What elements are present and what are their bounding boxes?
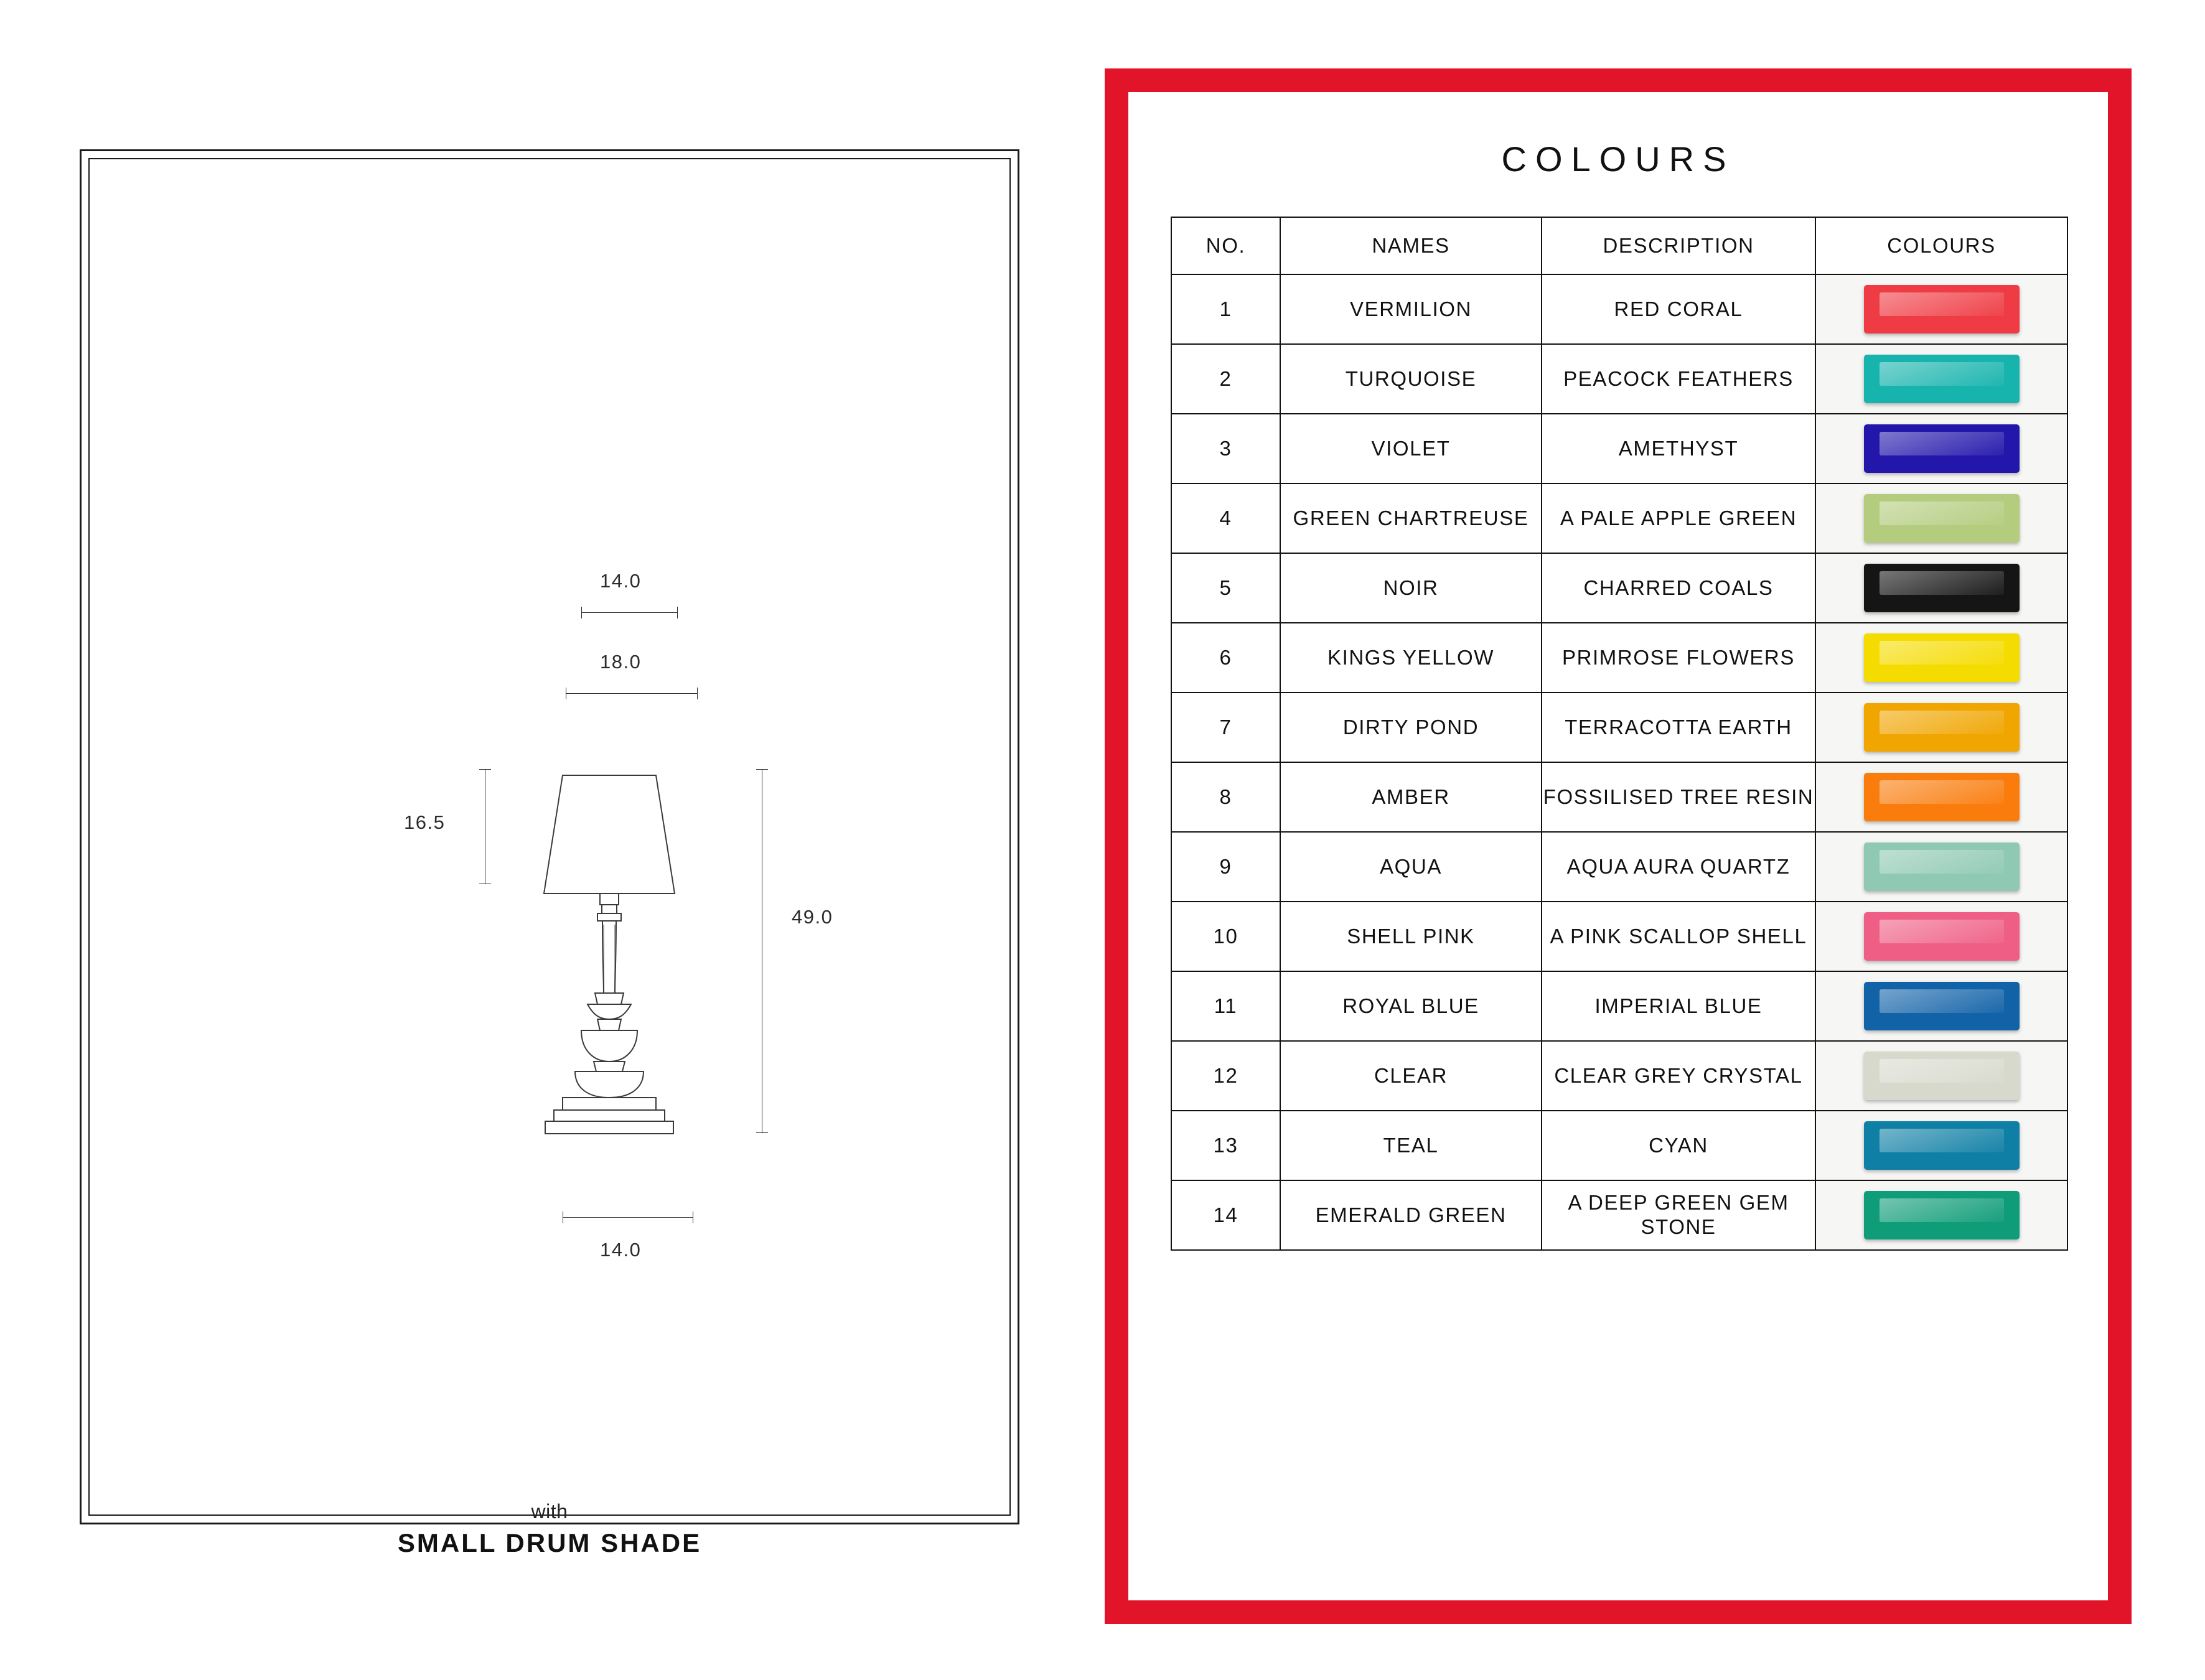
dimension-label-shade-bottom: 18.0 [600, 651, 642, 673]
cell-colour-swatch [1815, 762, 2067, 832]
swatch-wrapper [1816, 833, 2067, 901]
cell-colour-swatch [1815, 902, 2067, 971]
cell-number: 11 [1171, 971, 1280, 1041]
cell-colour-swatch [1815, 483, 2067, 553]
cell-number: 3 [1171, 414, 1280, 483]
cell-colour-name: AMBER [1280, 762, 1542, 832]
table-row [1171, 902, 2067, 971]
table-row [1171, 623, 2067, 693]
dimension-line-base-width [563, 1217, 693, 1218]
cell-number: 6 [1171, 623, 1280, 693]
cell-number: 1 [1171, 274, 1280, 344]
table-row [1171, 344, 2067, 414]
swatch-wrapper [1816, 275, 2067, 343]
table-row [1171, 274, 2067, 344]
table-row [1171, 693, 2067, 762]
cell-description: CHARRED COALS [1542, 553, 1815, 623]
colour-swatch [1864, 633, 2020, 682]
colour-swatch [1864, 564, 2020, 612]
cell-colour-name: TURQUOISE [1280, 344, 1542, 414]
colours-table [1171, 217, 2068, 1251]
colour-swatch [1864, 1121, 2020, 1170]
table-row [1171, 414, 2067, 483]
column-header-description: DESCRIPTION [1542, 217, 1815, 274]
cell-colour-swatch [1815, 1180, 2067, 1250]
cell-colour-name: VERMILION [1280, 274, 1542, 344]
cell-colour-swatch [1815, 832, 2067, 902]
swatch-wrapper [1816, 1111, 2067, 1180]
cell-colour-name: DIRTY POND [1280, 693, 1542, 762]
swatch-wrapper [1816, 484, 2067, 553]
colour-swatch [1864, 285, 2020, 334]
colours-panel-inner [1128, 92, 2108, 1600]
cell-number: 14 [1171, 1180, 1280, 1250]
cell-colour-swatch [1815, 553, 2067, 623]
cell-colour-swatch [1815, 971, 2067, 1041]
technical-drawing-card [80, 149, 1019, 1557]
table-row [1171, 971, 2067, 1041]
cell-colour-name: VIOLET [1280, 414, 1542, 483]
cell-description: AMETHYST [1542, 414, 1815, 483]
cell-colour-name: CLEAR [1280, 1041, 1542, 1111]
colour-swatch [1864, 703, 2020, 752]
dimension-line-shade-bottom [566, 693, 698, 694]
colour-swatch [1864, 494, 2020, 543]
cell-colour-name: SHELL PINK [1280, 902, 1542, 971]
swatch-wrapper [1816, 693, 2067, 762]
cell-number: 7 [1171, 693, 1280, 762]
cell-description: A PINK SCALLOP SHELL [1542, 902, 1815, 971]
cell-number: 5 [1171, 553, 1280, 623]
dimension-label-shade-height: 16.5 [404, 811, 446, 833]
cell-colour-swatch [1815, 693, 2067, 762]
cell-colour-swatch [1815, 414, 2067, 483]
cell-colour-name: GREEN CHARTREUSE [1280, 483, 1542, 553]
cell-colour-swatch [1815, 1041, 2067, 1111]
cell-number: 4 [1171, 483, 1280, 553]
cell-description: IMPERIAL BLUE [1542, 971, 1815, 1041]
cell-number: 2 [1171, 344, 1280, 414]
swatch-wrapper [1816, 414, 2067, 483]
table-row [1171, 832, 2067, 902]
cell-colour-swatch [1815, 623, 2067, 693]
cell-description: PRIMROSE FLOWERS [1542, 623, 1815, 693]
cell-colour-name: EMERALD GREEN [1280, 1180, 1542, 1250]
table-header-row [1171, 217, 2067, 274]
cell-colour-swatch [1815, 1111, 2067, 1180]
caption-with: with [531, 1500, 568, 1523]
cell-description: A PALE APPLE GREEN [1542, 483, 1815, 553]
cell-description: CLEAR GREY CRYSTAL [1542, 1041, 1815, 1111]
cell-description: CYAN [1542, 1111, 1815, 1180]
colours-title: COLOURS [1501, 139, 1735, 179]
colour-swatch [1864, 982, 2020, 1030]
cell-colour-name: KINGS YELLOW [1280, 623, 1542, 693]
table-row [1171, 483, 2067, 553]
cell-colour-swatch [1815, 344, 2067, 414]
colours-panel [1105, 68, 2132, 1624]
swatch-wrapper [1816, 1181, 2067, 1249]
cell-description: TERRACOTTA EARTH [1542, 693, 1815, 762]
cell-description: FOSSILISED TREE RESIN [1542, 762, 1815, 832]
column-header-no: NO. [1171, 217, 1280, 274]
swatch-wrapper [1816, 623, 2067, 692]
cell-number: 9 [1171, 832, 1280, 902]
cell-description: RED CORAL [1542, 274, 1815, 344]
cell-number: 12 [1171, 1041, 1280, 1111]
cell-description: A DEEP GREEN GEM STONE [1542, 1180, 1815, 1250]
swatch-wrapper [1816, 554, 2067, 622]
column-header-colours: COLOURS [1815, 217, 2067, 274]
cell-number: 10 [1171, 902, 1280, 971]
colour-swatch [1864, 1052, 2020, 1100]
cell-colour-name: NOIR [1280, 553, 1542, 623]
dimension-label-shade-top: 14.0 [600, 570, 642, 592]
cell-description: PEACOCK FEATHERS [1542, 344, 1815, 414]
lamp-illustration [488, 769, 731, 1180]
dimension-line-shade-top [581, 612, 678, 613]
cell-number: 13 [1171, 1111, 1280, 1180]
colour-swatch [1864, 773, 2020, 821]
colour-swatch [1864, 912, 2020, 961]
table-row [1171, 762, 2067, 832]
table-row [1171, 1180, 2067, 1250]
colours-table-body [1171, 274, 2067, 1250]
swatch-wrapper [1816, 763, 2067, 831]
table-row [1171, 553, 2067, 623]
column-header-names: NAMES [1280, 217, 1542, 274]
cell-colour-name: ROYAL BLUE [1280, 971, 1542, 1041]
swatch-wrapper [1816, 972, 2067, 1040]
cell-colour-name: TEAL [1280, 1111, 1542, 1180]
drawing-card-inner-border [88, 158, 1011, 1557]
dimension-label-base-width: 14.0 [600, 1239, 642, 1261]
swatch-wrapper [1816, 1042, 2067, 1110]
cell-number: 8 [1171, 762, 1280, 832]
cell-colour-swatch [1815, 274, 2067, 344]
swatch-wrapper [1816, 345, 2067, 413]
swatch-wrapper [1816, 902, 2067, 971]
cell-colour-name: AQUA [1280, 832, 1542, 902]
colour-swatch [1864, 1191, 2020, 1239]
caption-shade-name: SMALL DRUM SHADE [397, 1528, 702, 1557]
table-row [1171, 1041, 2067, 1111]
colour-swatch [1864, 842, 2020, 891]
colour-swatch [1864, 424, 2020, 473]
cell-description: AQUA AURA QUARTZ [1542, 832, 1815, 902]
dimension-label-total-height: 49.0 [792, 906, 833, 928]
colour-swatch [1864, 355, 2020, 403]
table-row [1171, 1111, 2067, 1180]
